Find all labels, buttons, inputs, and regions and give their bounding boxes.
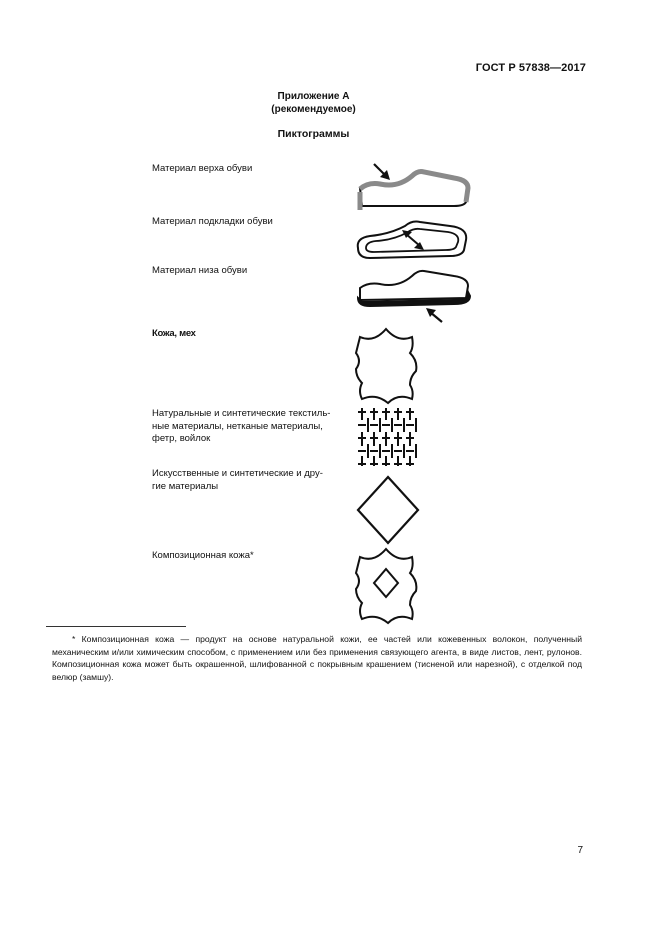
label-textile-line-1: Натуральные и синтетические текстиль- [152, 408, 331, 419]
page-number: 7 [577, 845, 583, 856]
label-textile-line-2: ные материалы, нетканые материалы, [152, 420, 323, 432]
shoe-sole-icon [350, 262, 480, 324]
annex-title: Приложение А [277, 91, 350, 102]
footnote-divider [46, 626, 186, 627]
label-lining-material: Материал подкладки обуви [152, 216, 273, 227]
label-leather-fur: Кожа, мех [152, 328, 196, 339]
annex-status: (рекомендуемое) [271, 104, 356, 115]
label-upper-material: Материал верха обуви [152, 163, 253, 174]
leather-hide-icon [352, 325, 422, 405]
shoe-lining-icon [350, 212, 480, 264]
textile-weave-icon [356, 408, 420, 466]
standard-code: ГОСТ Р 57838—2017 [475, 62, 586, 74]
label-synthetic-materials [152, 468, 342, 493]
label-synthetic-line-2: гие материалы [152, 480, 219, 492]
label-synthetic-line-1: Искусственные и синтетические и дру- [152, 468, 323, 479]
synthetic-diamond-icon [355, 474, 421, 546]
label-sole-material: Материал низа обуви [152, 265, 248, 276]
composite-leather-icon [352, 545, 422, 625]
label-textile-materials [152, 408, 342, 446]
section-title: Пиктограммы [277, 128, 350, 140]
footnote-text: * Композиционная кожа — продукт на основе натуральной кожи, ее частей или кожевенных волокон, полученный механическим и/или химическим способом, с применением или без применения связующего агента, в виде листов, лент, рулонов. Композиционная кожа может быть окрашенной, шлифованной с покрывным крашением (тисненой или нарезной), с отделкой под велюр (замшу). [52, 634, 582, 682]
label-composite-leather: Композиционная кожа* [152, 550, 254, 561]
shoe-upper-icon [350, 158, 480, 214]
label-textile-line-3: фетр, войлок [152, 433, 211, 444]
